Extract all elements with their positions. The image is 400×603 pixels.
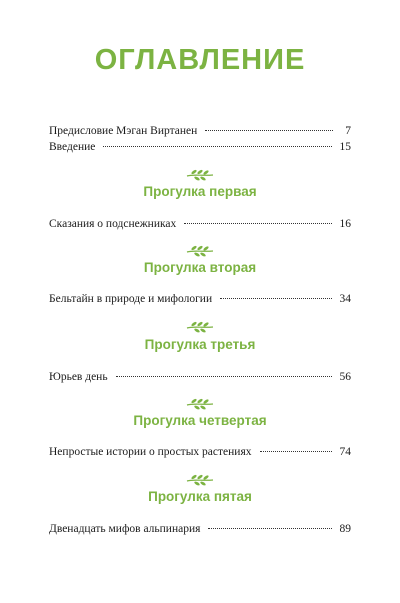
section-heading: Прогулка третья — [144, 337, 256, 352]
page-title: ОГЛАВЛЕНИЕ — [94, 44, 306, 76]
toc-entry-title: Сказания о подснежниках — [49, 218, 177, 230]
leaf-sprig-icon — [186, 320, 214, 334]
leaf-sprig-icon — [186, 168, 214, 182]
toc-entry-title: Введение — [49, 141, 96, 153]
toc-page-number: 7 — [345, 125, 351, 137]
dot-leader — [205, 130, 333, 131]
toc-page-number: 74 — [339, 446, 351, 458]
toc-entry-title: Двенадцать мифов альпинария — [49, 523, 201, 535]
toc-entry[interactable] — [49, 445, 351, 459]
toc-page-number: 15 — [339, 141, 351, 153]
toc-entry[interactable] — [49, 370, 351, 384]
dot-leader — [184, 223, 331, 224]
section-heading: Прогулка вторая — [143, 260, 257, 275]
section-heading: Прогулка четвертая — [133, 413, 267, 428]
dot-leader — [116, 376, 332, 377]
toc-entry-title: Юрьев день — [49, 371, 108, 383]
section-heading: Прогулка пятая — [148, 489, 252, 504]
toc-entry-preface[interactable] — [49, 124, 351, 138]
toc-page-number: 16 — [339, 218, 351, 230]
dot-leader — [220, 298, 331, 299]
toc-page-number: 34 — [339, 293, 351, 305]
toc-entry-introduction[interactable] — [49, 140, 351, 154]
toc-entry[interactable] — [49, 522, 351, 536]
toc-entry[interactable] — [49, 292, 351, 306]
toc-entry-title: Бельтайн в природе и мифологии — [49, 293, 213, 305]
toc-entry-title: Предисловие Мэган Виртанен — [49, 125, 198, 137]
dot-leader — [260, 451, 332, 452]
toc-page-number: 89 — [339, 523, 351, 535]
dot-leader — [103, 146, 331, 147]
toc-page-number: 56 — [339, 371, 351, 383]
section-heading: Прогулка первая — [143, 184, 257, 199]
dot-leader — [208, 528, 331, 529]
toc-entry-title: Непростые истории о простых растениях — [49, 446, 252, 458]
leaf-sprig-icon — [186, 244, 214, 258]
leaf-sprig-icon — [186, 397, 214, 411]
leaf-sprig-icon — [186, 473, 214, 487]
toc-entry[interactable] — [49, 217, 351, 231]
